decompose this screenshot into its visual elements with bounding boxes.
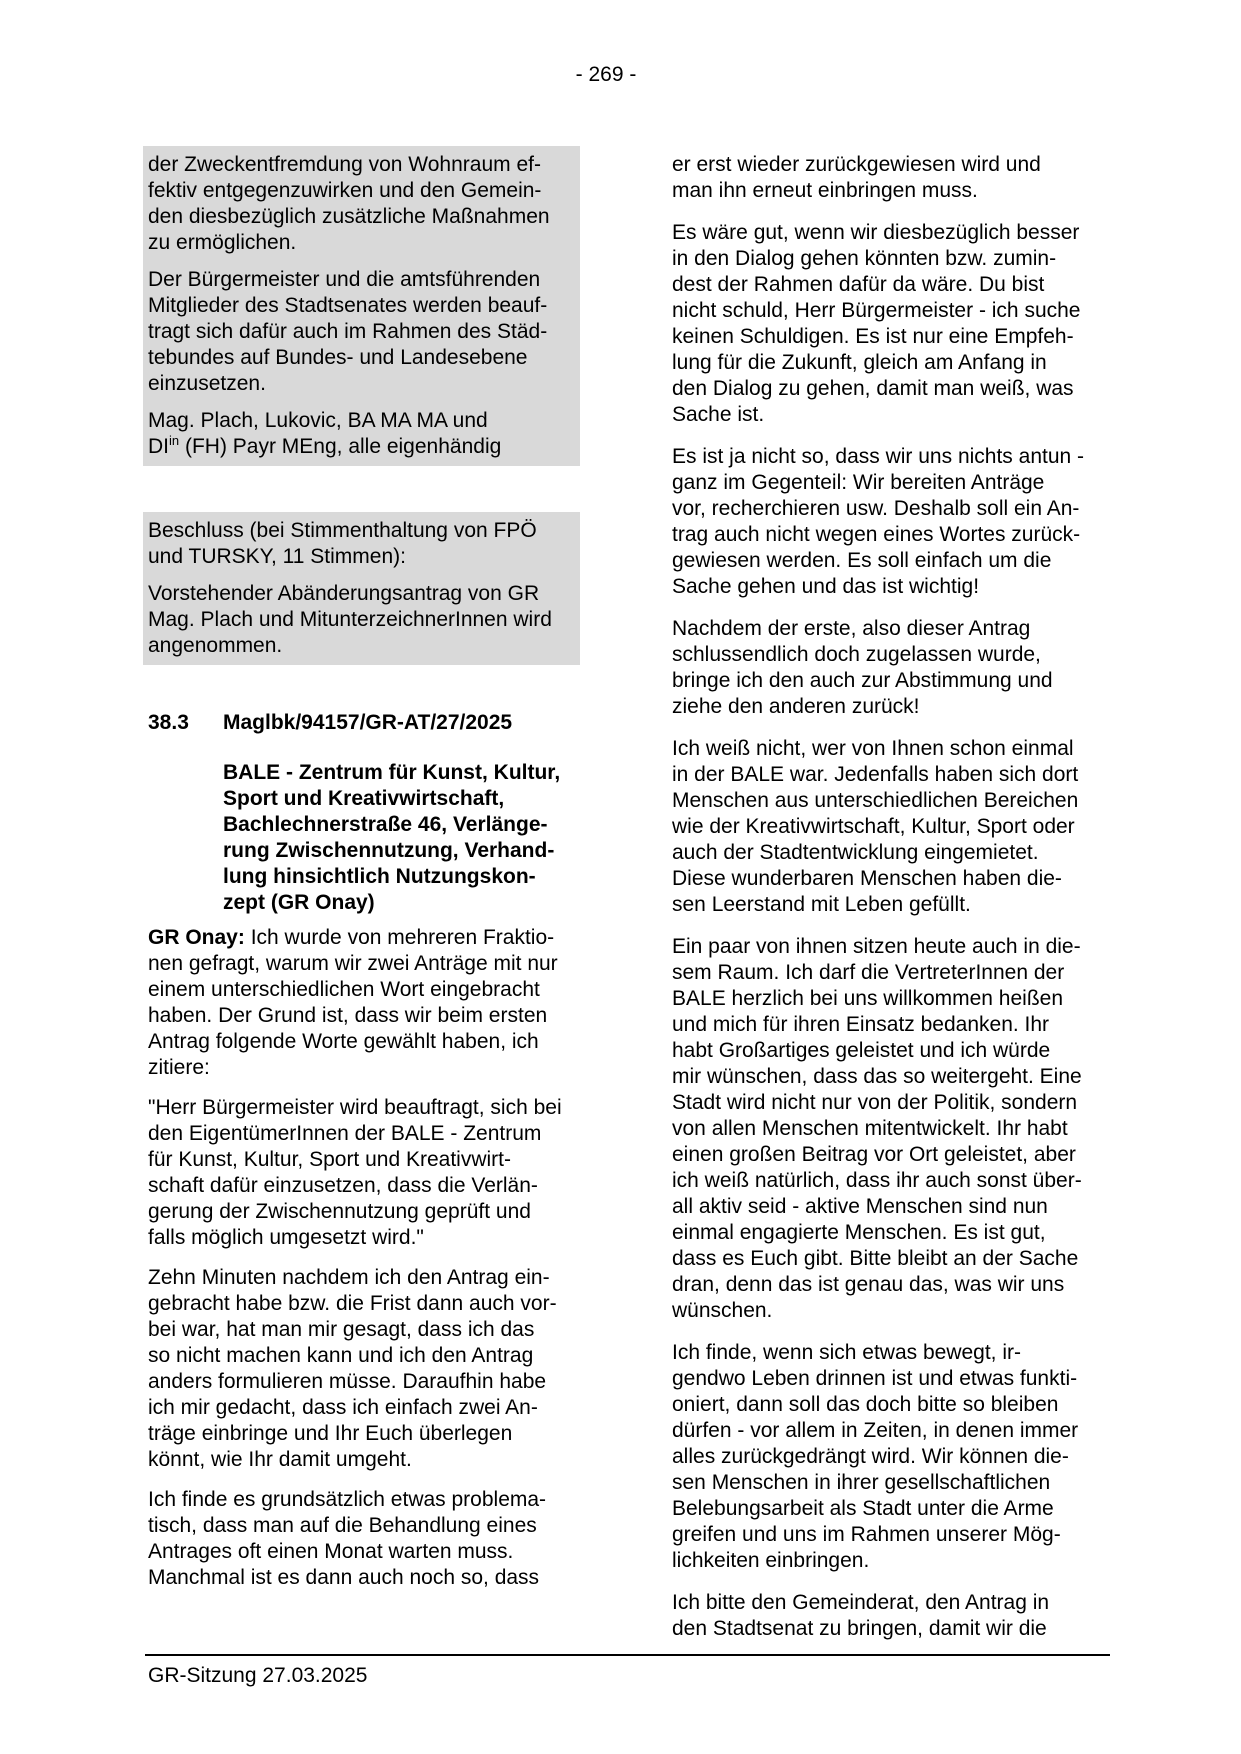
text-line: den Stadtsenat zu bringen, damit wir die — [672, 1617, 1047, 1640]
quote-paragraph — [143, 1095, 580, 1251]
text-line — [148, 925, 580, 951]
text-line: bringe ich den auch zur Abstimmung und — [672, 669, 1053, 692]
text-line: sen Menschen in ihrer gesellschaftlichen — [672, 1471, 1051, 1494]
text-line: tebundes auf Bundes- und Landesebene — [148, 346, 528, 369]
text-line: träge einbringe und Ihr Euch überlegen — [148, 1422, 513, 1445]
text-line: einzusetzen. — [148, 372, 266, 395]
text-line: in der BALE war. Jedenfalls haben sich dort — [672, 763, 1079, 786]
text-line: lung hinsichtlich Nutzungskon- — [223, 865, 536, 888]
text-line: könnt, wie Ihr damit umgeht. — [148, 1448, 412, 1471]
agenda-item-code: Maglbk/94157/GR-AT/27/2025 — [223, 711, 513, 734]
text-line: einem unterschiedlichen Wort eingebracht — [148, 978, 540, 1001]
agenda-item-number: 38.3 — [148, 711, 189, 734]
text-line: und mich für ihren Einsatz bedanken. Ihr — [672, 1013, 1050, 1036]
paragraph — [148, 152, 580, 256]
text-line: Ich finde es grundsätzlich etwas problema- — [148, 1488, 547, 1511]
signature-rest: (FH) Payr MEng, alle eigenhändig — [179, 435, 502, 458]
text-line: schaft dafür einzusetzen, dass die Verlän- — [148, 1174, 538, 1197]
paragraph — [148, 581, 580, 659]
text-line: Stadt wird nicht nur von der Politik, sondern — [672, 1091, 1078, 1114]
text-line: einen großen Beitrag vor Ort geleistet, aber — [672, 1143, 1076, 1166]
text-line: Nachdem der erste, also dieser Antrag — [672, 617, 1031, 640]
speech-lines — [148, 951, 580, 1081]
text-line: haben. Der Grund ist, dass wir beim ersten — [148, 1004, 548, 1027]
speech-paragraph — [143, 925, 580, 1081]
text-line: falls möglich umgesetzt wird." — [148, 1226, 424, 1249]
paragraph — [672, 934, 1114, 1324]
text-line: dran, denn das ist genau das, was wir uns — [672, 1273, 1065, 1296]
text-line: alles zurückgedrängt wird. Wir können die- — [672, 1445, 1069, 1468]
paragraph — [143, 1487, 580, 1591]
text-line: oniert, dann soll das doch bitte so bleiben — [672, 1393, 1059, 1416]
text-line: zept (GR Onay) — [223, 891, 375, 914]
text-line: Ich weiß nicht, wer von Ihnen schon einmal — [672, 737, 1074, 760]
page-number: - 269 - — [575, 63, 637, 86]
text-line: schlussendlich doch zugelassen wurde, — [672, 643, 1041, 666]
text-line: tisch, dass man auf die Behandlung eines — [148, 1514, 537, 1537]
text-line: Antrages oft einen Monat warten muss. — [148, 1540, 514, 1563]
text-line: Sache gehen und das ist wichtig! — [672, 575, 980, 598]
text-line: Mag. Plach und MitunterzeichnerInnen wird — [148, 608, 552, 631]
agenda-item-heading — [143, 710, 580, 736]
text-line: den Dialog zu gehen, damit man weiß, was — [672, 377, 1074, 400]
text-line: er erst wieder zurückgewiesen wird und — [672, 153, 1041, 176]
left-column — [143, 146, 580, 1605]
text-line: für Kunst, Kultur, Sport und Kreativwirt- — [148, 1148, 511, 1171]
text-line: mir wünschen, dass das so weitergeht. Eine — [672, 1065, 1082, 1088]
text-line: dürfen - vor allem in Zeiten, in denen immer — [672, 1419, 1079, 1442]
text-line: von allen Menschen mitentwickelt. Ihr habt — [672, 1117, 1068, 1140]
text-line: ganz im Gegenteil: Wir bereiten Anträge — [672, 471, 1045, 494]
text-line: einmal engagierte Menschen. Es ist gut, — [672, 1221, 1046, 1244]
text-line: so nicht machen kann und ich den Antrag — [148, 1344, 534, 1367]
text-line — [148, 434, 580, 460]
paragraph — [143, 1265, 580, 1473]
paragraph — [672, 444, 1114, 600]
text-line: rung Zwischennutzung, Verhand- — [223, 839, 555, 862]
text-line: Menschen aus unterschiedlichen Bereichen — [672, 789, 1079, 812]
text-line: all aktiv seid - aktive Menschen sind nun — [672, 1195, 1048, 1218]
paragraph — [672, 616, 1114, 720]
text-line: "Herr Bürgermeister wird beauftragt, sich bei — [148, 1096, 562, 1119]
text-line: bei war, hat man mir gesagt, dass ich das — [148, 1318, 535, 1341]
text-line: Belebungsarbeit als Stadt unter die Arme — [672, 1497, 1054, 1520]
paragraph — [672, 220, 1114, 428]
text-line: Der Bürgermeister und die amtsführenden — [148, 268, 541, 291]
text-line: Antrag folgende Worte gewählt haben, ich — [148, 1030, 539, 1053]
highlight-block-resolution — [143, 146, 580, 466]
text-line: Ich bitte den Gemeinderat, den Antrag in — [672, 1591, 1050, 1614]
text-line: Es ist ja nicht so, dass wir uns nichts antun - — [672, 445, 1085, 468]
text-line: nicht schuld, Herr Bürgermeister - ich suche — [672, 299, 1081, 322]
text-line: vor, recherchieren usw. Deshalb soll ein An- — [672, 497, 1080, 520]
text-line: ich mir gedacht, dass ich einfach zwei An- — [148, 1396, 538, 1419]
paragraph — [672, 152, 1114, 204]
text-line: sen Leerstand mit Leben gefüllt. — [672, 893, 971, 916]
text-line: tragt sich dafür auch im Rahmen des Städ- — [148, 320, 548, 343]
paragraph — [672, 736, 1114, 918]
text-line: gebracht habe bzw. die Frist dann auch vor- — [148, 1292, 557, 1315]
text-line: und TURSKY, 11 Stimmen): — [148, 545, 406, 568]
degree-superscript: in — [169, 433, 180, 448]
degree-abbrev: DI — [148, 435, 169, 458]
paragraph — [148, 267, 580, 397]
text-line: greifen und uns im Rahmen unserer Mög- — [672, 1523, 1061, 1546]
text-line: gewiesen werden. Es soll einfach um die — [672, 549, 1052, 572]
text-line: angenommen. — [148, 634, 283, 657]
text-line: Es wäre gut, wenn wir diesbezüglich besser — [672, 221, 1080, 244]
text-line: dass es Euch gibt. Bitte bleibt an der Sache — [672, 1247, 1079, 1270]
text-line: gendwo Leben drinnen ist und etwas funkti- — [672, 1367, 1078, 1390]
footer-divider — [145, 1654, 1110, 1656]
text-line: den diesbezüglich zusätzliche Maßnahmen — [148, 205, 550, 228]
text-line: ziehe den anderen zurück! — [672, 695, 920, 718]
text-line: anders formulieren müsse. Daraufhin habe — [148, 1370, 547, 1393]
agenda-item-title — [143, 760, 580, 916]
text-line: sem Raum. Ich darf die VertreterInnen der — [672, 961, 1065, 984]
text-line: Zehn Minuten nachdem ich den Antrag ein- — [148, 1266, 550, 1289]
speech-first-line: Ich wurde von mehreren Fraktio- — [244, 926, 555, 949]
paragraph — [672, 1340, 1114, 1574]
text-line: Sport und Kreativwirtschaft, — [223, 787, 505, 810]
text-line: nen gefragt, warum wir zwei Anträge mit nur — [148, 952, 558, 975]
text-line: Beschluss (bei Stimmenthaltung von FPÖ — [148, 519, 537, 542]
text-line: habt Großartiges geleistet und ich würde — [672, 1039, 1051, 1062]
text-line: Sache ist. — [672, 403, 765, 426]
text-line: lichkeiten einbringen. — [672, 1549, 870, 1572]
text-line: zitiere: — [148, 1056, 210, 1079]
text-line: Manchmal ist es dann auch noch so, dass — [148, 1566, 540, 1589]
text-line: dest der Rahmen dafür da wäre. Du bist — [672, 273, 1045, 296]
signatories-paragraph — [148, 408, 580, 460]
text-line: keinen Schuldigen. Es ist nur eine Empfeh- — [672, 325, 1074, 348]
text-line: Mag. Plach, Lukovic, BA MA MA und — [148, 409, 488, 432]
paragraph — [148, 518, 580, 570]
text-line: Vorstehender Abänderungsantrag von GR — [148, 582, 540, 605]
text-line: lung für die Zukunft, gleich am Anfang in — [672, 351, 1047, 374]
text-line: BALE - Zentrum für Kunst, Kultur, — [223, 761, 561, 784]
text-line: wie der Kreativwirtschaft, Kultur, Sport oder — [672, 815, 1075, 838]
text-line: zu ermöglichen. — [148, 231, 297, 254]
text-line: wünschen. — [672, 1299, 773, 1322]
text-line: Ein paar von ihnen sitzen heute auch in die- — [672, 935, 1081, 958]
text-line: ich weiß natürlich, dass ihr auch sonst über- — [672, 1169, 1082, 1192]
text-line: auch der Stadtentwicklung eingemietet. — [672, 841, 1039, 864]
text-line: BALE herzlich bei uns willkommen heißen — [672, 987, 1064, 1010]
text-line: fektiv entgegenzuwirken und den Gemein- — [148, 179, 542, 202]
text-line: Diese wunderbaren Menschen haben die- — [672, 867, 1062, 890]
speaker-name: GR Onay: — [148, 926, 245, 949]
text-line: Bachlechnerstraße 46, Verlänge- — [223, 813, 548, 836]
highlight-block-beschluss — [143, 512, 580, 665]
text-line: der Zweckentfremdung von Wohnraum ef- — [148, 153, 541, 176]
text-line: in den Dialog gehen könnten bzw. zumin- — [672, 247, 1057, 270]
text-line: Mitglieder des Stadtsenates werden beauf- — [148, 294, 548, 317]
text-line: gerung der Zwischennutzung geprüft und — [148, 1200, 531, 1223]
text-line: den EigentümerInnen der BALE - Zentrum — [148, 1122, 542, 1145]
footer-text: GR-Sitzung 27.03.2025 — [148, 1664, 368, 1687]
text-line: trag auch nicht wegen eines Wortes zurück- — [672, 523, 1081, 546]
text-line: man ihn erneut einbringen muss. — [672, 179, 978, 202]
right-column — [672, 152, 1114, 1658]
text-line: Ich finde, wenn sich etwas bewegt, ir- — [672, 1341, 1022, 1364]
paragraph — [672, 1590, 1114, 1642]
